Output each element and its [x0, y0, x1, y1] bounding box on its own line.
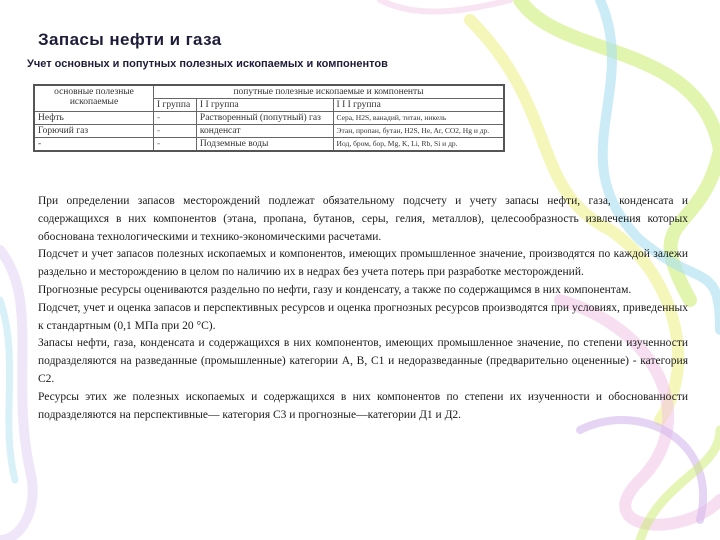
slide-title: Запасы нефти и газа — [38, 30, 222, 49]
header-group-3: I I I группа — [333, 99, 504, 112]
paragraph: Ресурсы этих же полезных ископаемых и содержащихся в них компонентов по степени их изученности и обоснованности подразделяются на перспективные— категория С3 и прогнозные—категории Д1 и Д2. — [38, 390, 688, 421]
header-group-1: I группа — [154, 99, 197, 112]
table-row — [34, 138, 504, 152]
cell-main: Горючий газ — [34, 125, 154, 138]
cell-group-1: - — [154, 112, 197, 125]
paragraph: Прогнозные ресурсы оцениваются раздельно по нефти, газу и конденсату, а также по содержащимся в них компонентам. — [38, 283, 632, 296]
cell-group-3: Этан, пропан, бутан, H2S, He, Ar, CO2, Hg и др. — [333, 125, 504, 138]
body-text — [38, 193, 688, 424]
cell-group-2: Подземные воды — [196, 138, 333, 152]
cell-group-3: Иод, бром, бор, Mg, K, Li, Rb, Si и др. — [333, 138, 504, 152]
resources-table — [33, 84, 505, 152]
swirl-lilac-left — [0, 250, 33, 540]
cell-group-3: Сера, H2S, ванадий, титан, никель — [333, 112, 504, 125]
header-associated-minerals: попутные полезные ископаемые и компоненты — [154, 85, 505, 99]
cell-group-1: - — [154, 125, 197, 138]
cell-main: - — [34, 138, 154, 152]
swirl-pink-top — [380, 0, 510, 12]
header-main-minerals: основные полезные ископаемые — [34, 85, 154, 112]
table-row — [34, 112, 504, 125]
header-group-2: I I группа — [196, 99, 333, 112]
cell-group-2: Растворенный (попутный) газ — [196, 112, 333, 125]
cell-group-2: конденсат — [196, 125, 333, 138]
paragraph: Подсчет и учет запасов полезных ископаемых и компонентов, имеющих промышленное значение, производятся по каждой залежи раздельно и месторождению в целом по наличию их в недрах без учета потерь при разработке месторождений. — [38, 248, 688, 279]
table-header-row — [34, 85, 504, 99]
table-row — [34, 125, 504, 138]
cell-group-1: - — [154, 138, 197, 152]
paragraph: Запасы нефти, газа, конденсата и содержащихся в них компонентов, имеющих промышленное значение, по степени изученности подразделяются на разведанные (промышленные) категории А, В, С1 и недоразведанные (предварительно оцененные) - категория С2. — [38, 337, 688, 385]
slide-subtitle: Учет основных и попутных полезных ископаемых и компонентов — [27, 58, 388, 70]
swirl-cyan-left — [0, 300, 15, 480]
paragraph: При определении запасов месторождений подлежат обязательному подсчету и учету запасы нефти, газа, конденсата и содержащихся в них компонентов (этана, пропана, бутанов, серы, гелия, металлов), целесообразность извлечения которых обоснована технологическими и технико-экономическими расчетами. — [38, 195, 688, 243]
cell-main: Нефть — [34, 112, 154, 125]
paragraph: Подсчет, учет и оценка запасов и перспективных ресурсов и оценка прогнозных ресурсов производятся при условиях, приведенных к стандартным (0,1 МПа при 20 °С). — [38, 301, 688, 332]
